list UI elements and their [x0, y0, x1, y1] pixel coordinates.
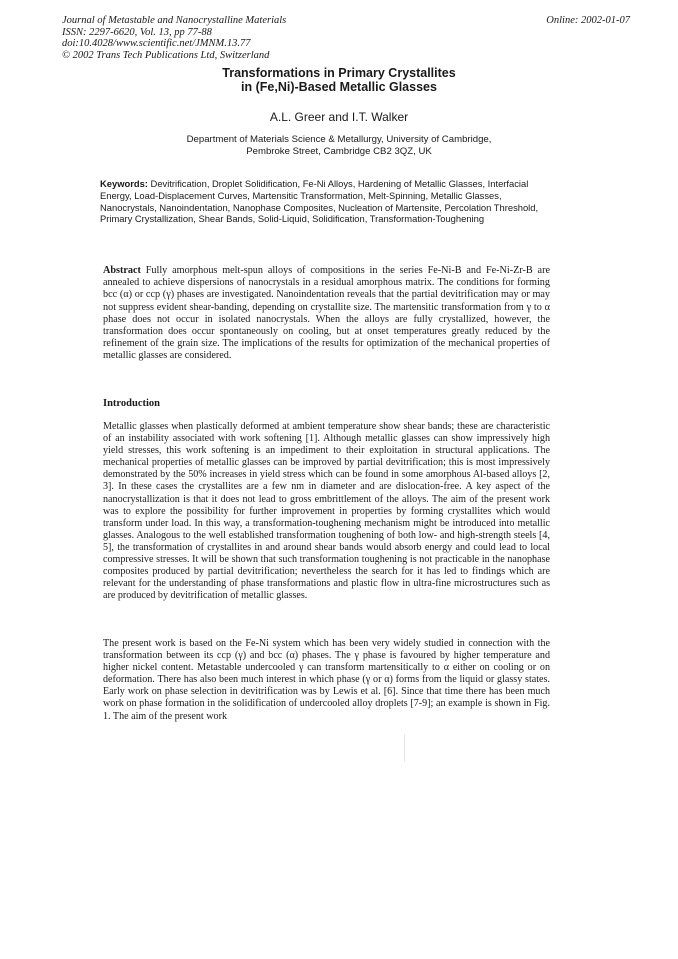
doi-line[interactable]: doi:10.4028/www.scientific.net/JMNM.13.77	[62, 38, 251, 49]
abstract-label: Abstract	[103, 265, 141, 276]
copyright-line: © 2002 Trans Tech Publications Ltd, Switzerland	[62, 49, 270, 61]
affiliation-line-1: Department of Materials Science & Metallurgy, University of Cambridge,	[186, 134, 492, 145]
introduction-heading: Introduction	[103, 398, 160, 409]
introduction-paragraph-1: Metallic glasses when plastically deformed at ambient temperature show shear bands; these are characteristic of an instability associated with work softening [1]. Although metallic glasses can show impressively high yield stresses, this work softening is an impediment to their exploitation in structural applications. The mechanical properties of metallic glasses can be improved by partial devitrification; this is most impressively demonstrated by the 50% increases in yield stress which can be found in some amorphous Al-based alloys [2, 3]. In these cases the crystallites are a few nm in diameter and are dislocation-free. A key aspect of the nanocrystallization is that it does not lead to gross embrittlement of the alloys. The aim of the present work was to explore the possibility for further improvement in properties by forming crystallites which would transform under load. In this way, a transformation-toughening mechanism might be introduced into metallic glasses. Analogous to the well established transformation toughening of both low- and high-strength steels [4, 5], the transformation of crystallites in and around shear bands would absorb energy and could lead to local compressive stresses. It will be shown that such transformation toughening is not practicable in the nanophase composites produced by partial devitrification; nevertheless the search for it has led to findings which are relevant for the understanding of phase transformations and plastic flow in ultra-fine microstructures such as are produced by devitrification of metallic glasses.	[103, 421, 550, 602]
paper-title	[0, 66, 678, 94]
introduction-paragraph-2: The present work is based on the Fe-Ni system which has been very widely studied in connection with the transformation between its ccp (γ) and bcc (α) phases. The γ phase is favoured by higher temperature and higher nickel content. Metastable undercooled γ can transform martensitically to α either on cooling or on deformation. There has also been much interest in which phase (γ or α) forms from the liquid or glassy states. Early work on phase selection in devitrification was by Lewis et al. [6]. Since that time there has been much work on phase formation in the solidification of undercooled alloy droplets [7-9]; an example is shown in Fig. 1. The aim of the present work	[103, 638, 550, 722]
affiliation-line-2: Pembroke Street, Cambridge CB2 3QZ, UK	[246, 146, 432, 157]
keywords-label: Keywords:	[100, 178, 148, 189]
scan-mark	[404, 734, 405, 762]
authors: A.L. Greer and I.T. Walker	[269, 110, 409, 124]
journal-header	[62, 15, 286, 61]
title-line-2: in (Fe,Ni)-Based Metallic Glasses	[241, 80, 437, 94]
online-date: Online: 2002-01-07	[546, 15, 630, 26]
abstract-block	[103, 265, 550, 363]
abstract-text: Fully amorphous melt-spun alloys of compositions in the series Fe-Ni-B and Fe-Ni-Zr-B are annealed to achieve dispersions of nanocrystals in a residual amorphous matrix. The conditions for forming bcc (α) or ccp (γ) phases are investigated. Nanoindentation reveals that the partial devitrification may or may not suppress evident shear-banding, depending on crystallite size. The martensitic transformation from γ to α phase does not occur in isolated nanocrystals. When the alloys are fully crystallized, however, the transformation does occur spontaneously on cooling, but at onset temperatures greatly reduced by the refinement of the grain size. The implications of the results for optimization of the mechanical properties of metallic glasses are considered.	[103, 265, 550, 362]
keywords-text: Devitrification, Droplet Solidification, Fe-Ni Alloys, Hardening of Metallic Glasses, Interfacial Energy, Load-Displacement Curves, Martensitic Transformation, Melt-Spinning, Metallic Glasses, Nanocrystals, Nanoindentation, Nanophase Composites, Nucleation of Martensite, Percolation Threshold, Primary Crystallization, Shear Bands, Solid-Liquid, Solidification, Transformation-Toughening	[100, 178, 539, 225]
journal-name: Journal of Metastable and Nanocrystalline Materials	[62, 15, 287, 26]
title-line-1: Transformations in Primary Crystallites	[222, 66, 456, 80]
keywords-block	[100, 178, 552, 225]
affiliation	[0, 134, 678, 158]
issn-line: ISSN: 2297-6620, Vol. 13, pp 77-88	[62, 26, 212, 38]
